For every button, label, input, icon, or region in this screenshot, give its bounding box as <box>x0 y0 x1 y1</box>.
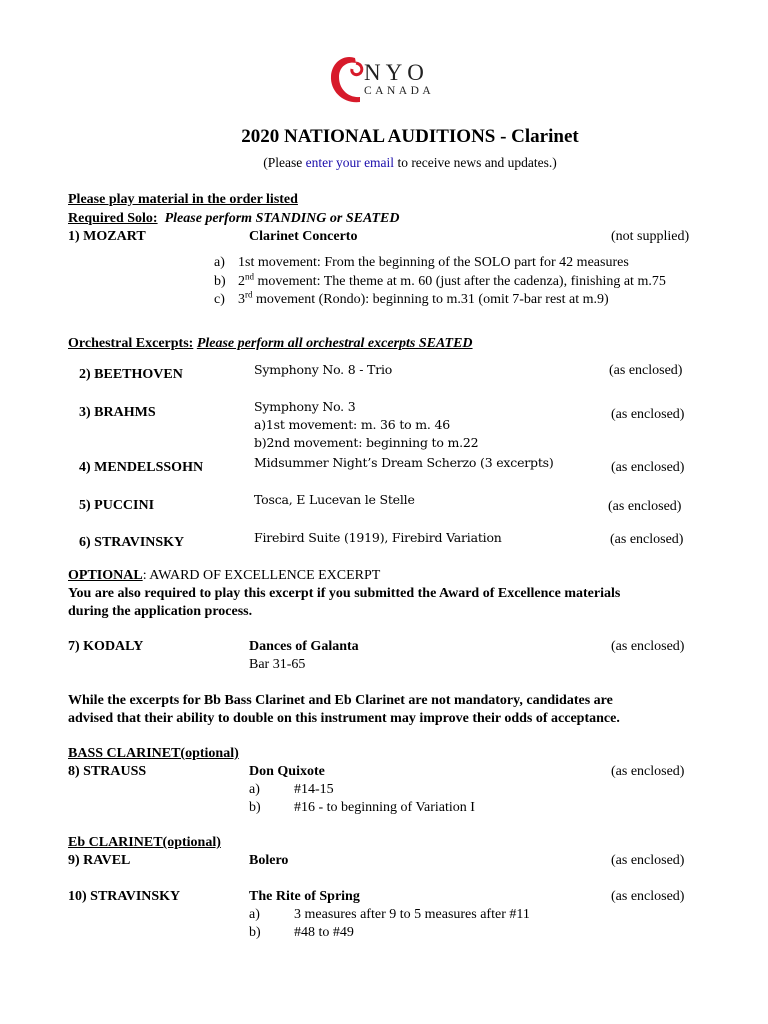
bass-clarinet-heading: BASS CLARINET(optional) <box>68 746 239 761</box>
orchestral-instruction: Please perform all orchestral excerpts SEATED <box>196 336 473 351</box>
optional-heading <box>68 569 380 583</box>
eb-clarinet-heading: Eb CLARINET(optional) <box>68 835 221 850</box>
logo-swirl-icon <box>331 57 360 102</box>
rite-number: 10) STRAVINSKY <box>68 889 181 904</box>
logo-name: NYO <box>364 60 429 85</box>
orchestral-label: Orchestral Excerpts: <box>68 336 194 351</box>
rite-status: (as enclosed) <box>611 889 685 904</box>
beethoven-work: Symphony No. 8 - Trio <box>254 362 393 377</box>
item-letter: b) <box>249 925 261 940</box>
stravinsky-number: 6) STRAVINSKY <box>79 535 185 550</box>
mozart-status: (not supplied) <box>611 229 690 244</box>
brahms-sub-a: a)1st movement: m. 36 to m. 46 <box>254 417 450 432</box>
logo-subname: CANADA <box>364 85 435 97</box>
beethoven-status: (as enclosed) <box>609 363 683 378</box>
order-instruction: Please play material in the order listed <box>68 192 298 207</box>
ordinal-number: 2 <box>238 274 245 289</box>
item-letter: b) <box>214 274 226 289</box>
item-text <box>238 289 609 307</box>
mozart-number: 1) MOZART <box>68 229 146 244</box>
mozart-item-a <box>214 255 629 270</box>
mozart-work: Clarinet Concerto <box>249 229 358 244</box>
kodaly-number: 7) KODALY <box>68 639 144 654</box>
required-solo-heading <box>68 212 400 226</box>
strauss-number: 8) STRAUSS <box>68 764 147 779</box>
optional-text-line2: during the application process. <box>68 604 253 619</box>
rite-work: The Rite of Spring <box>249 889 360 904</box>
item-text-body: movement: The theme at m. 60 (just after the cadenza), finishing at m.75 <box>254 274 666 289</box>
puccini-work: Tosca, E Lucevan le Stelle <box>254 492 415 507</box>
brahms-work: Symphony No. 3 <box>254 399 356 414</box>
kodaly-status: (as enclosed) <box>611 639 685 654</box>
ravel-status: (as enclosed) <box>611 853 685 868</box>
strauss-work: Don Quixote <box>249 764 325 779</box>
item-text: 1st movement: From the beginning of the SOLO part for 42 measures <box>238 255 629 270</box>
strauss-item-a <box>249 782 334 797</box>
required-solo-label: Required Solo: <box>68 211 158 226</box>
kodaly-work: Dances of Galanta <box>249 639 359 654</box>
strauss-status: (as enclosed) <box>611 764 685 779</box>
brahms-status: (as enclosed) <box>611 407 685 422</box>
item-text: #48 to #49 <box>294 925 354 940</box>
puccini-status: (as enclosed) <box>608 499 682 514</box>
rite-item-b <box>249 925 354 940</box>
stravinsky-work: Firebird Suite (1919), Firebird Variation <box>254 530 502 545</box>
kodaly-bars: Bar 31-65 <box>249 657 306 672</box>
item-text <box>238 271 666 289</box>
item-text: #16 - to beginning of Variation I <box>294 800 475 815</box>
optional-label: OPTIONAL <box>68 568 143 583</box>
rite-item-a <box>249 907 530 922</box>
item-text-body: movement (Rondo): beginning to m.31 (omit 7-bar rest at m.9) <box>252 292 609 307</box>
ordinal-suffix: nd <box>245 271 254 282</box>
mendelssohn-work: Midsummer Night’s Dream Scherzo (3 excerpts) <box>254 455 554 470</box>
ordinal-number: 3 <box>238 292 245 307</box>
ravel-number: 9) RAVEL <box>68 853 131 868</box>
brahms-number: 3) BRAHMS <box>79 405 156 420</box>
orchestral-heading <box>68 337 473 351</box>
puccini-number: 5) PUCCINI <box>79 498 155 513</box>
mozart-item-b <box>214 271 666 289</box>
email-note <box>0 156 768 170</box>
required-solo-instruction: Please perform STANDING or SEATED <box>164 211 400 226</box>
item-letter: a) <box>249 782 260 797</box>
brahms-sub-b: b)2nd movement: beginning to m.22 <box>254 435 479 450</box>
mendelssohn-number: 4) MENDELSSOHN <box>79 460 204 475</box>
email-note-post: to receive news and updates.) <box>394 155 557 170</box>
advice-line1: While the excerpts for Bb Bass Clarinet and Eb Clarinet are not mandatory, candidates are <box>68 693 613 708</box>
advice-line2: advised that their ability to double on this instrument may improve their odds of acceptance. <box>68 711 620 726</box>
page-title: 2020 NATIONAL AUDITIONS - Clarinet <box>241 126 579 147</box>
ordinal-suffix: rd <box>245 289 253 300</box>
item-text: 3 measures after 9 to 5 measures after #11 <box>294 907 530 922</box>
optional-text-line1: You are also required to play this excerpt if you submitted the Award of Excellence materials <box>68 586 621 601</box>
item-letter: c) <box>214 292 225 307</box>
mozart-item-c <box>214 289 609 307</box>
email-note-pre: (Please <box>263 155 306 170</box>
mendelssohn-status: (as enclosed) <box>611 460 685 475</box>
item-letter: a) <box>214 255 225 270</box>
strauss-item-b <box>249 800 475 815</box>
enter-email-link[interactable]: enter your email <box>305 155 395 170</box>
stravinsky-status: (as enclosed) <box>610 532 684 547</box>
item-letter: a) <box>249 907 260 922</box>
beethoven-number: 2) BEETHOVEN <box>79 367 183 382</box>
optional-heading-rest: : AWARD OF EXCELLENCE EXCERPT <box>142 568 381 583</box>
item-text: #14-15 <box>294 782 334 797</box>
item-letter: b) <box>249 800 261 815</box>
ravel-work: Bolero <box>249 853 289 868</box>
